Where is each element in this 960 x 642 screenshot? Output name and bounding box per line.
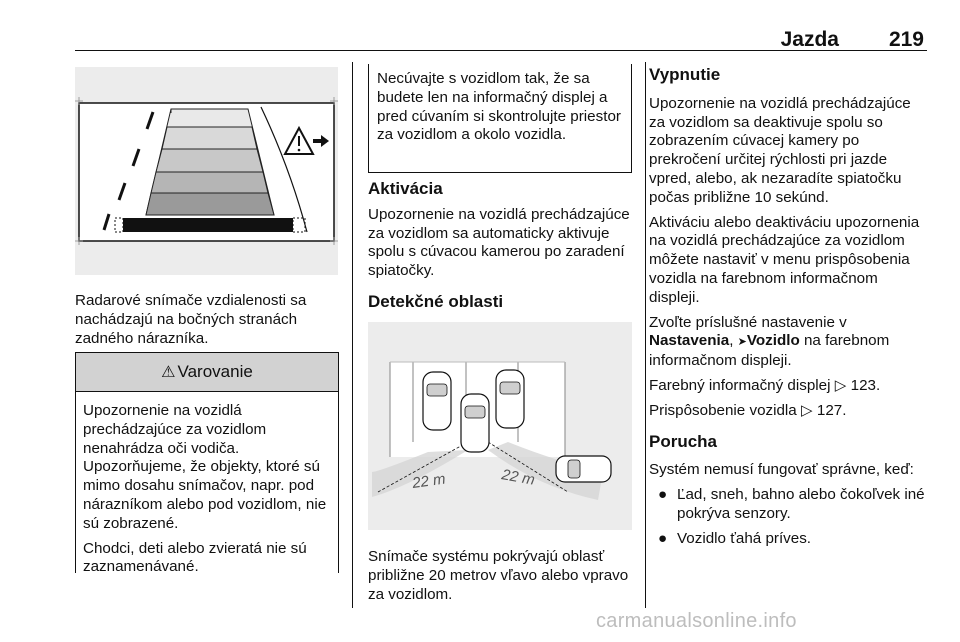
detekcne-caption-block [368,548,633,610]
page-ref-icon: ▷ [834,376,847,394]
page-ref-icon: ▷ [800,401,813,419]
warning-paragraph-1: Upozornenie na vozidlá prechádzajúce za vozidlom nenahrádza oči vodiča. Upozorňujeme, že objekty, ktoré sú mimo dosahu snímačov, napr. pod nárazníkom alebo pod vozidlom, nie sú zobrazené. [83,402,327,532]
reference-display-page[interactable]: 123. [850,376,881,394]
reference-customization [649,402,929,421]
note-text: Necúvajte s vozidlom tak, že sa budete len na informačný displej a pred cúvaním si skontrolujte priestor za vozidlom a okolo vozidla. [377,70,621,144]
warning-body [76,392,338,577]
detekcne-heading-block [368,293,633,312]
menu-settings: Nastavenia [649,332,730,350]
detekcne-caption: Snímače systému pokrývajú oblasť približne 20 metrov vľavo alebo vpravo za vozidlom. [368,548,629,603]
list-item-text: Vozidlo ťahá príves. [677,529,812,547]
reference-customization-page[interactable]: 127. [816,401,847,419]
svg-text:22 m: 22 m [500,466,537,489]
porucha-heading: Porucha [649,431,718,451]
warning-paragraph-2: Chodci, deti alebo zvieratá nie sú zaznamenávané. [83,539,307,576]
vypnutie-heading: Vypnutie [649,65,721,84]
column-divider [352,62,353,608]
section-title: Jazda [780,28,839,51]
detekcne-heading: Detekčné oblasti [368,292,504,311]
aktivacia-text: Upozornenie na vozidlá prechádzajúce za vozidlom sa automaticky aktivuje spolu s cúvacou kamerou po zaradení spiatočky. [368,205,630,280]
watermark: carmanualsonline.info [596,610,797,632]
vypnutie-paragraph-3 [649,314,929,371]
reference-customization-text: Prispôsobenie vozidla [649,401,801,419]
page-header [75,28,927,50]
warning-box [75,352,339,576]
warning-icon: ⚠ [161,364,176,381]
aktivacia-section [368,180,633,287]
column-divider [645,62,646,608]
detection-area-figure [368,322,632,530]
vypnutie-paragraph-2: Aktiváciu alebo deaktiváciu upozornenia na vozidlá prechádzajúce za vozidlom môžete nastaviť v menu prispôsobenia vozidla na farebnom informačnom displeji. [649,213,920,306]
col3-content [649,66,929,555]
porucha-list [649,486,929,548]
menu-arrow-icon: ➤ [737,336,747,349]
p3-ending: na farebnom informačnom displeji. [649,332,890,370]
col1-caption-block [75,292,338,354]
detection-area-illustration [368,322,632,530]
warning-header [76,352,338,392]
header-rule [75,50,927,51]
rear-camera-figure [75,67,338,275]
p3-separator: , [729,332,738,350]
porucha-intro: Systém nemusí fungovať správne, keď: [649,461,914,479]
warning-title: Varovanie [177,362,253,381]
range-label-left [410,470,446,492]
bullet-icon: ● [658,486,668,504]
aktivacia-heading: Aktivácia [368,179,443,198]
reference-display-text: Farebný informačný displej [649,376,835,394]
note-box [368,64,632,173]
svg-text:22 m: 22 m [411,470,447,492]
list-item-text: Ľad, sneh, bahno alebo čokoľvek iné pokrýva senzory. [677,486,925,522]
figure-caption: Radarové snímače vzdialenosti sa nachádzajú na bočných stranách zadného nárazníka. [75,292,307,347]
menu-vehicle: Vozidlo [746,332,800,350]
list-item [649,530,929,549]
reference-display [649,377,929,396]
rear-camera-display-illustration [75,67,338,275]
page-number: 219 [888,28,924,51]
vypnutie-paragraph-1: Upozornenie na vozidlá prechádzajúce za vozidlom sa deaktivuje spolu so zobrazením cúvacej kamery po prekročení určitej rýchlosti pri jazde vpred, alebo, ak nezaradíte spiatočku počas približne 10 sekúnd. [649,94,911,206]
bullet-icon: ● [658,529,668,547]
list-item [649,486,929,524]
p3-intro: Zvoľte príslušné nastavenie v [649,313,847,331]
